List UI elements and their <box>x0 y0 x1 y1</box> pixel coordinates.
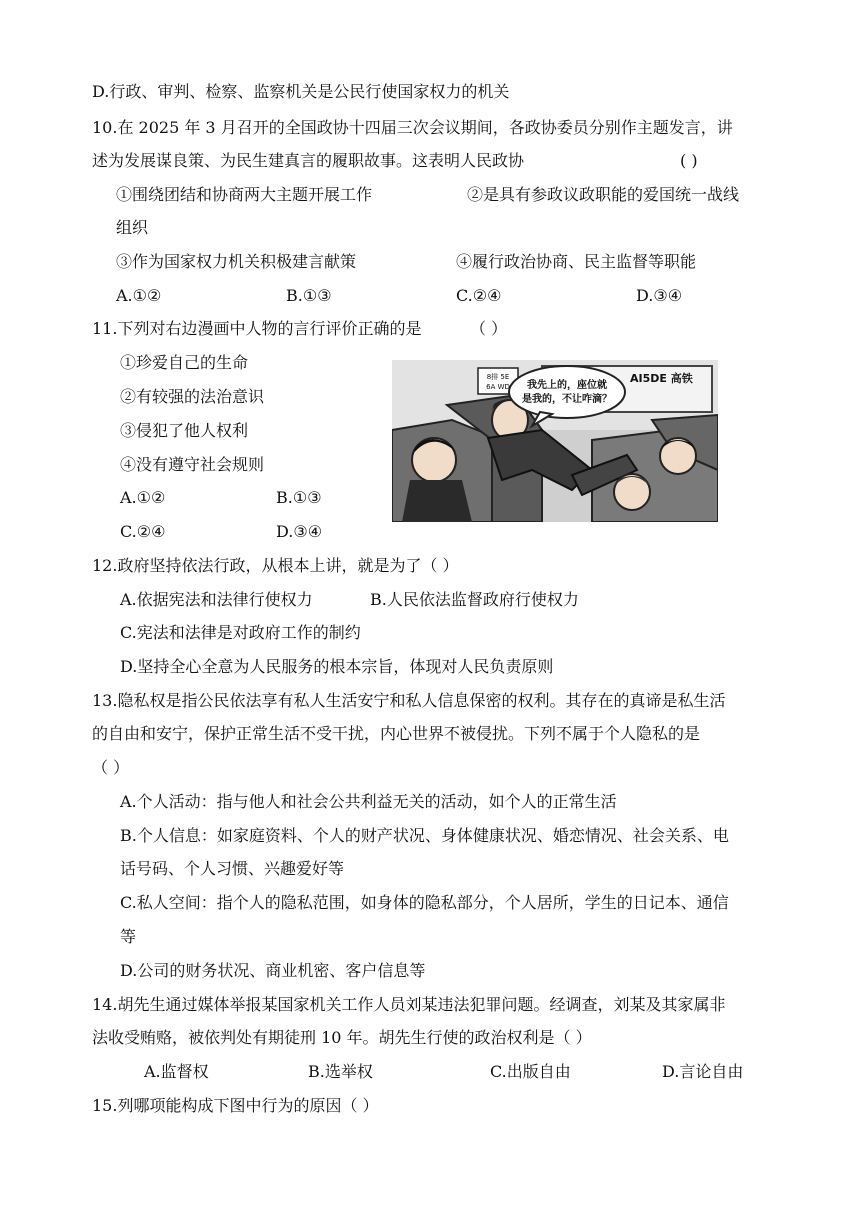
q10-option-c: C.②④ <box>456 286 502 305</box>
q10-item-1: ①围绕团结和协商两大主题开展工作 <box>116 185 373 204</box>
q15-stem: 15.列哪项能构成下图中行为的原因（ ） <box>92 1096 379 1115</box>
q11-item-1: ①珍爱自己的生命 <box>120 353 249 372</box>
q11-option-d: D.③④ <box>276 522 323 541</box>
cartoon-train-sign: AI5DE 高铁 <box>630 372 693 385</box>
cartoon-bubble-line1: 我先上的，座位就 <box>527 380 607 391</box>
q10-stem-line2: 述为发展谋良策、为民生建真言的履职故事。这表明人民政协 <box>92 151 525 170</box>
q10-item-4: ④履行政治协商、民主监督等职能 <box>456 252 697 271</box>
q13-option-c: C.私人空间：指个人的隐私范围，如身体的隐私部分，个人居所，学生的日记本、通信 <box>120 893 729 912</box>
cartoon-ticket-line2: 6A WD <box>486 383 510 391</box>
q10-item-3: ③作为国家权力机关积极建言献策 <box>116 252 357 271</box>
q13-stem-line2: 的自由和安宁，保护正常生活不受干扰，内心世界不被侵扰。下列不属于个人隐私的是 <box>92 724 701 743</box>
q11-stem: 11.下列对右边漫画中人物的言行评价正确的是 <box>92 319 422 338</box>
q10-option-a: A.①② <box>116 286 162 305</box>
q11-option-b: B.①③ <box>276 488 322 507</box>
q14-option-a: A.监督权 <box>144 1062 209 1081</box>
q9-option-d: D.行政、审判、检察、监察机关是公民行使国家权力的机关 <box>92 82 510 101</box>
q14-option-b: B.选举权 <box>308 1062 373 1081</box>
q12-option-a: A.依据宪法和法律行使权力 <box>120 590 313 609</box>
q12-option-c: C.宪法和法律是对政府工作的制约 <box>120 623 361 642</box>
q10-option-d: D.③④ <box>636 286 683 305</box>
q14-stem-line2: 法收受贿赂，被依判处有期徒刑 10 年。胡先生行使的政治权利是（ ） <box>92 1028 592 1047</box>
cartoon-bubble-line2: 是我的，不让咋滴？ <box>522 394 612 405</box>
q10-item-2: ②是具有参政议政职能的爱国统一战线 <box>467 185 740 204</box>
q14-stem-line1: 14.胡先生通过媒体举报某国家机关工作人员刘某违法犯罪问题。经调查，刘某及其家属非 <box>92 995 726 1014</box>
q13-option-a: A.个人活动：指与他人和社会公共利益无关的活动，如个人的正常生活 <box>120 792 617 811</box>
q13-answer-paren: （ ） <box>92 758 130 777</box>
q14-option-c: C.出版自由 <box>490 1062 571 1081</box>
q12-stem: 12.政府坚持依法行政，从根本上讲，就是为了（ ） <box>92 556 459 575</box>
q11-item-4: ④没有遵守社会规则 <box>120 455 265 474</box>
q10-answer-paren: ( ) <box>680 151 698 170</box>
q12-option-d: D.坚持全心全意为人民服务的根本宗旨，体现对人民负责原则 <box>120 657 554 676</box>
q11-item-3: ③侵犯了他人权利 <box>120 421 249 440</box>
q11-answer-paren: （ ） <box>470 319 508 338</box>
q11-option-c: C.②④ <box>120 522 166 541</box>
q11-option-a: A.①② <box>120 488 166 507</box>
q10-item-2-cont: 组织 <box>116 218 149 237</box>
q10-stem-line1: 10.在 2025 年 3 月召开的全国政协十四届三次会议期间，各政协委员分别作主题发言，讲 <box>92 118 733 137</box>
q12-option-b: B.人民依法监督政府行使权力 <box>370 590 579 609</box>
q13-option-b: B.个人信息：如家庭资料、个人的财产状况、身体健康状况、婚恋情况、社会关系、电 <box>120 826 729 845</box>
q13-option-d: D.公司的财务状况、商业机密、客户信息等 <box>120 961 426 980</box>
q11-item-2: ②有较强的法治意识 <box>120 387 265 406</box>
q14-option-d: D.言论自由 <box>662 1062 744 1081</box>
cartoon-ticket-line1: 8排 5E <box>486 373 510 381</box>
q10-option-b: B.①③ <box>286 286 332 305</box>
q13-option-c-cont: 等 <box>120 927 137 946</box>
q11-cartoon-image <box>392 360 718 522</box>
q13-stem-line1: 13.隐私权是指公民依法享有私人生活安宁和私人信息保密的权利。其存在的真谛是私生活 <box>92 691 726 710</box>
q13-option-b-cont: 话号码、个人习惯、兴趣爱好等 <box>120 859 345 878</box>
